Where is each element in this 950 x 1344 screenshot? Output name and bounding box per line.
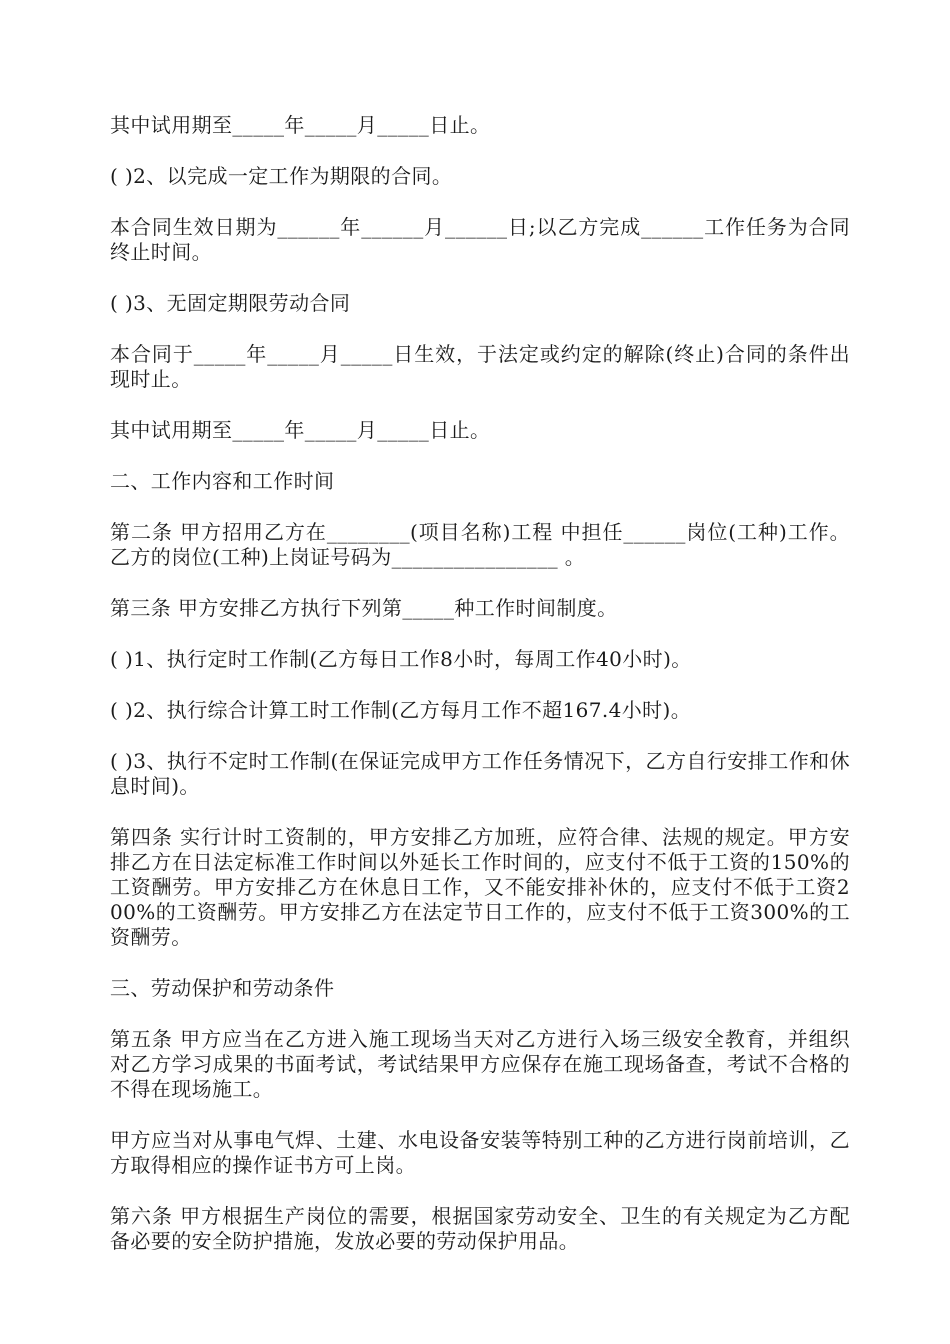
flexible-hours-option: ( )3、执行不定时工作制(在保证完成甲方工作任务情况下，乙方自行安排工作和休息时间)。 (110, 749, 850, 798)
standard-hours-option: ( )1、执行定时工作制(乙方每日工作8小时，每周工作40小时)。 (110, 647, 692, 671)
article-6-paragraph: 第六条 甲方根据生产岗位的需要，根据国家劳动安全、卫生的有关规定为乙方配备必要的安全防护措施，发放必要的劳动保护用品。 (110, 1204, 850, 1253)
comprehensive-hours-option: ( )2、执行综合计算工时工作制(乙方每月工作不超167.4小时)。 (110, 698, 692, 722)
section-heading-labor-protection: 三、劳动保护和劳动条件 (110, 976, 335, 1000)
section-heading-work-content: 二、工作内容和工作时间 (110, 469, 335, 493)
probation-period-paragraph: 其中试用期至_____年_____月_____日止。 (110, 113, 491, 137)
article-2-paragraph: 第二条 甲方招用乙方在________(项目名称)工程 中担任______岗位(工种)工作。乙方的岗位(工种)上岗证号码为________________ 。 (110, 520, 850, 569)
open-ended-effective-date-paragraph: 本合同于_____年_____月_____日生效，于法定或约定的解除(终止)合同的条件出现时止。 (110, 342, 850, 391)
article-4-paragraph: 第四条 实行计时工资制的，甲方安排乙方加班，应符合律、法规的规定。甲方安排乙方在日法定标准工作时间以外延长工作时间的，应支付不低于工资的150%的工资酬劳。甲方安排乙方在休息日工作，又不能安排补休的，应支付不低于工资200%的工资酬劳。甲方安排乙方在法定节日工作的，应支付不低于工资300%的工资酬劳。 (110, 825, 850, 949)
fixed-task-effective-date-paragraph: 本合同生效日期为______年______月______日;以乙方完成______工作任务为合同终止时间。 (110, 215, 850, 264)
document-page (110, 113, 850, 1280)
special-trade-training-paragraph: 甲方应当对从事电气焊、土建、水电设备安装等特别工种的乙方进行岗前培训，乙方取得相应的操作证书方可上岗。 (110, 1128, 850, 1177)
probation-period-paragraph-2: 其中试用期至_____年_____月_____日止。 (110, 418, 491, 442)
article-5-paragraph: 第五条 甲方应当在乙方进入施工现场当天对乙方进行入场三级安全教育，并组织对乙方学习成果的书面考试，考试结果甲方应保存在施工现场备查，考试不合格的不得在现场施工。 (110, 1027, 850, 1101)
open-ended-contract-option: ( )3、无固定期限劳动合同 (110, 291, 351, 315)
fixed-task-contract-option: ( )2、以完成一定工作为期限的合同。 (110, 164, 453, 188)
article-3-paragraph: 第三条 甲方安排乙方执行下列第_____种工作时间制度。 (110, 596, 618, 620)
